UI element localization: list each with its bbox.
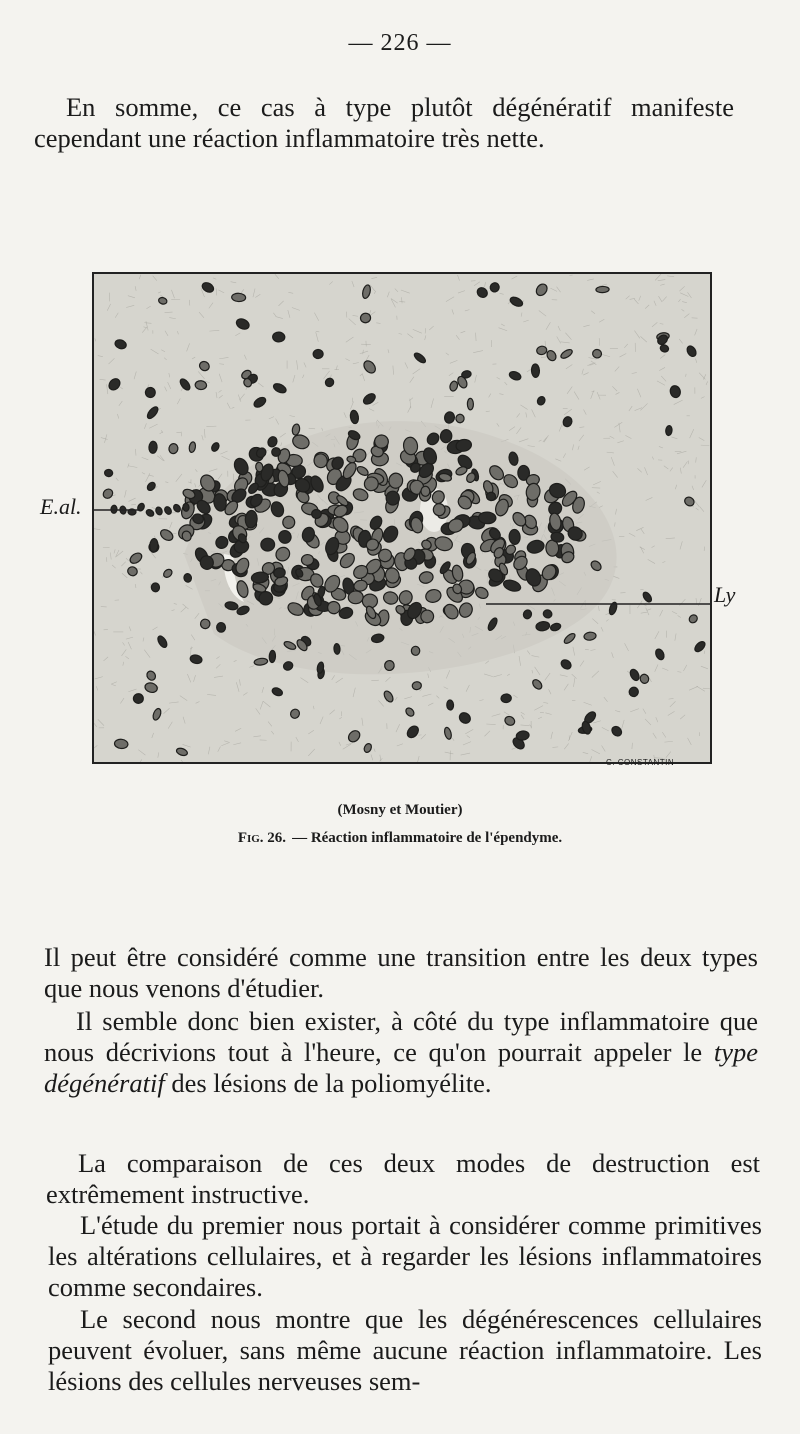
- illustrator-signature: C. CONSTANTIN: [606, 758, 675, 767]
- cell-nucleus: [334, 643, 341, 654]
- cell-nucleus: [261, 538, 275, 551]
- cell-nucleus: [151, 583, 160, 592]
- cell-nucleus: [531, 364, 540, 378]
- cell-nucleus: [149, 441, 158, 454]
- page-number: — 226 —: [348, 30, 452, 56]
- cell-nucleus: [665, 425, 672, 436]
- label-lymphocytes: Ly: [714, 582, 736, 607]
- label-epithelium: E.al.: [40, 494, 82, 519]
- micrograph-svg: [94, 274, 710, 762]
- cell-nucleus: [272, 332, 285, 342]
- cell-nucleus: [596, 286, 609, 293]
- cell-nucleus: [412, 681, 422, 690]
- emphasis-text: type dégénératif: [44, 1037, 758, 1098]
- intro-paragraph: En somme, ce cas à type plutôt dégénératif manifeste cependant une réaction inflammatoire très nette.: [34, 92, 734, 153]
- paragraph-second-type: Le second nous montre que les dégénérescences cellulaires peuvent évoluer, sans même aucune réaction inflammatoire. Les lésions des cellules nerveuses sem-: [48, 1304, 762, 1396]
- cell-nucleus: [467, 398, 473, 410]
- cell-nucleus: [200, 619, 210, 629]
- cell-nucleus: [411, 646, 420, 656]
- cell-nucleus: [386, 491, 400, 505]
- cell-nucleus: [231, 293, 245, 302]
- cell-nucleus: [133, 693, 144, 704]
- paragraph-text: des lésions de la poliomyélite.: [164, 1068, 492, 1098]
- figure-number: Fig. 26.: [237, 830, 287, 846]
- cell-nucleus: [447, 700, 454, 710]
- cell-nucleus: [269, 650, 276, 662]
- cell-nucleus: [509, 529, 521, 545]
- cell-nucleus: [301, 554, 314, 566]
- cell-nucleus: [217, 622, 226, 632]
- cell-nucleus: [486, 492, 495, 501]
- cell-nucleus: [149, 538, 158, 552]
- cell-nucleus: [478, 512, 496, 524]
- figure-26: [92, 272, 712, 764]
- cell-nucleus: [183, 503, 190, 511]
- figure-credit: (Mosny et Moutier): [337, 802, 463, 818]
- cell-nucleus: [313, 349, 323, 358]
- cell-nucleus: [433, 503, 445, 516]
- figure-caption-text: — Réaction inflammatoire de l'épendyme.: [292, 830, 563, 846]
- paragraph-comparison: La comparaison de ces deux modes de destruction est extrêmement instructive.: [46, 1148, 760, 1209]
- figure-caption: [0, 830, 800, 847]
- cell-nucleus: [421, 486, 430, 496]
- paragraph-text: Il semble donc bien exister, à côté du type inflammatoire que nous décrivions tout à l'heure, ce qu'on pourrait appeler le: [44, 1006, 758, 1067]
- cell-nucleus: [501, 694, 512, 703]
- cell-nucleus: [311, 509, 321, 519]
- micrograph-illustration: [92, 272, 712, 764]
- paragraph-type-degeneratif: [44, 1006, 758, 1099]
- cell-nucleus: [348, 590, 364, 604]
- paragraph-transition: Il peut être considéré comme une transition entre les deux types que nous venons d'étudier.: [44, 942, 758, 1003]
- cell-nucleus: [195, 380, 207, 390]
- paragraph-first-type: L'étude du premier nous portait à considérer comme primitives les altérations cellulaires, et à regarder les lésions inflammatoires comme secondaires.: [48, 1210, 762, 1302]
- cell-nucleus: [104, 469, 113, 477]
